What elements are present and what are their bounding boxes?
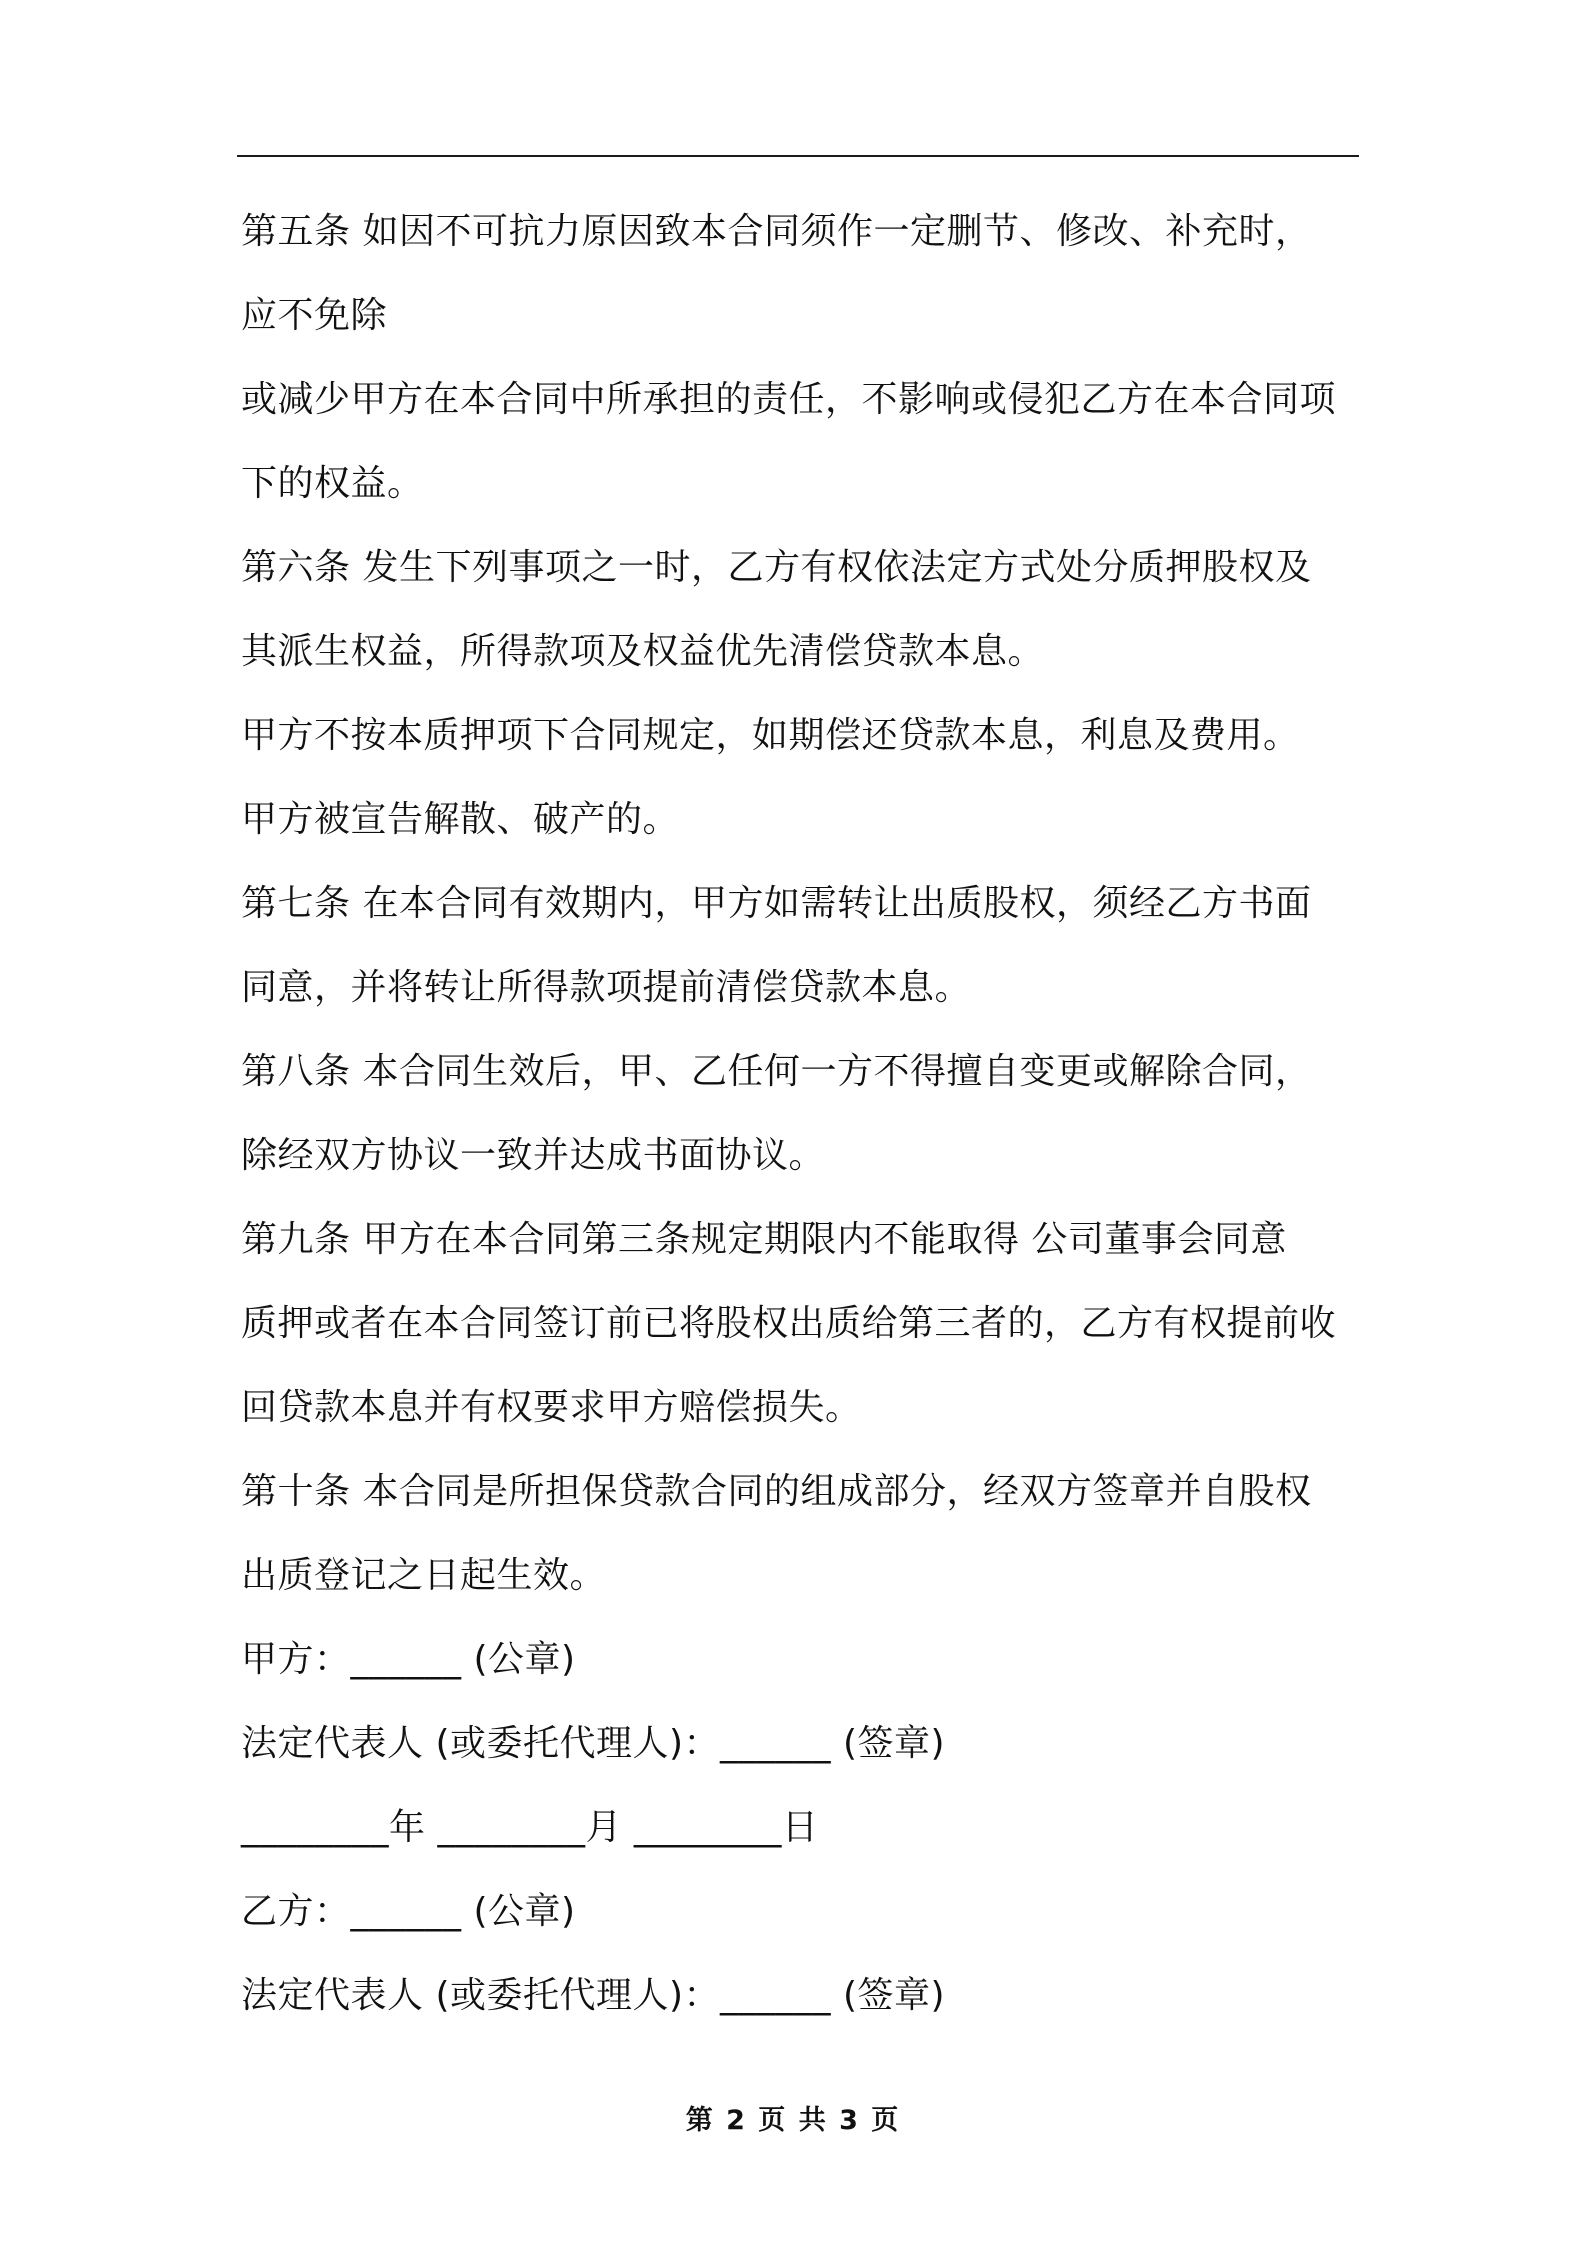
text-line: 第九条 甲方在本合同第三条规定期限内不能取得 公司董事会同意 <box>241 1219 1287 1260</box>
text-line: 同意，并将转让所得款项提前清偿贷款本息。 <box>241 967 972 1008</box>
text-line: 第七条 在本合同有效期内，甲方如需转让出质股权，须经乙方书面 <box>241 883 1312 924</box>
party-a-seal-line: 甲方：______ (公章) <box>241 1639 576 1680</box>
text-line: 第八条 本合同生效后，甲、乙任何一方不得擅自变更或解除合同， <box>241 1051 1312 1092</box>
party-b-seal-line: 乙方：______ (公章) <box>241 1891 576 1932</box>
page-number-footer: 第 2 页 共 3 页 <box>685 2105 901 2136</box>
text-line: 第六条 发生下列事项之一时，乙方有权依法定方式处分质押股权及 <box>241 547 1312 588</box>
text-line: 其派生权益，所得款项及权益优先清偿贷款本息。 <box>241 631 1045 672</box>
date-line: ________年 ________月 ________日 <box>241 1807 819 1848</box>
text-line: 或减少甲方在本合同中所承担的责任，不影响或侵犯乙方在本合同项 <box>241 379 1337 420</box>
text-line: 应不免除 <box>241 295 388 336</box>
text-line: 甲方不按本质押项下合同规定，如期偿还贷款本息，利息及费用。 <box>241 715 1300 756</box>
text-line: 下的权益。 <box>241 463 424 504</box>
text-line: 第十条 本合同是所担保贷款合同的组成部分，经双方签章并自股权 <box>241 1471 1312 1512</box>
text-line: 除经双方协议一致并达成书面协议。 <box>241 1135 826 1176</box>
document-body <box>241 190 1361 2038</box>
party-b-representative-line: 法定代表人 (或委托代理人)：______ (签章) <box>241 1975 946 2016</box>
party-a-representative-line: 法定代表人 (或委托代理人)：______ (签章) <box>241 1723 946 1764</box>
text-line: 第五条 如因不可抗力原因致本合同须作一定删节、修改、补充时， <box>241 211 1312 252</box>
text-line: 质押或者在本合同签订前已将股权出质给第三者的，乙方有权提前收 <box>241 1303 1337 1344</box>
text-line: 甲方被宣告解散、破产的。 <box>241 799 680 840</box>
text-line: 出质登记之日起生效。 <box>241 1555 607 1596</box>
header-rule <box>237 155 1359 157</box>
text-line: 回贷款本息并有权要求甲方赔偿损失。 <box>241 1387 862 1428</box>
